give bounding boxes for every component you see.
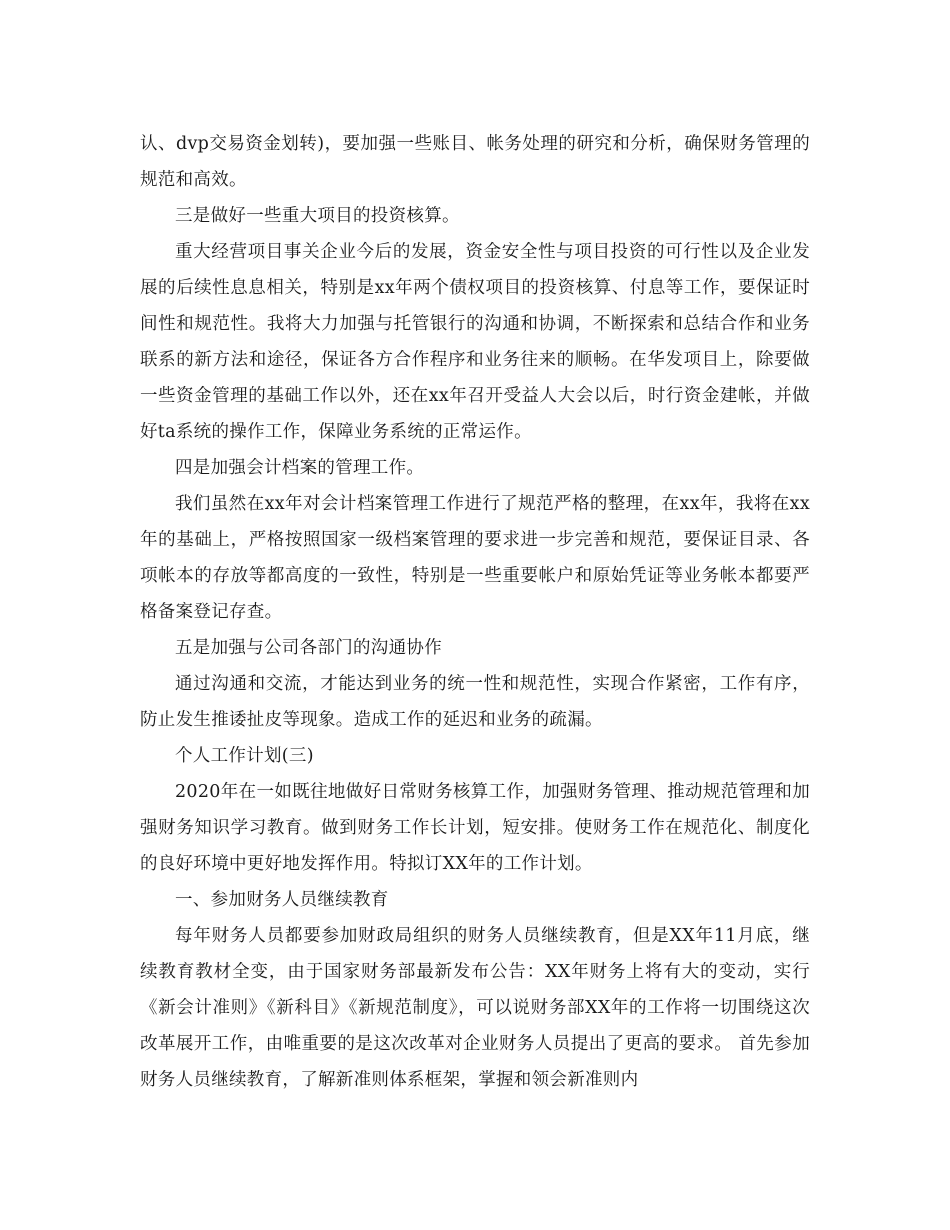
- body-paragraph: 通过沟通和交流，才能达到业务的统一性和规范性，实现合作紧密，工作有序，防止发生推诿扯皮等现象。造成工作的延迟和业务的疏漏。: [140, 674, 810, 730]
- section-heading: 三是做好一些重大项目的投资核算。: [175, 206, 460, 226]
- body-paragraph: 每年财务人员都要参加财政局组织的财务人员继续教育，但是XX年11月底，继续教育教材全变，由于国家财务部最新发布公告：XX年财务上将有大的变动，实行《新会计准则》《新科目》《新规范制度》，可以说财务部XX年的工作将一切围绕这次改革展开工作，由唯重要的是这次改革对企业财务人员提出了更高的要求。 首先参加财务人员继续教育，了解新准则体系框架，掌握和领会新准则内: [140, 926, 810, 1090]
- body-paragraph: 重大经营项目事关企业今后的发展，资金安全性与项目投资的可行性以及企业发展的后续性息息相关，特别是xx年两个债权项目的投资核算、付息等工作，要保证时间性和规范性。我将大力加强与托管银行的沟通和协调，不断探索和总结合作和业务联系的新方法和途径，保证各方合作程序和业务往来的顺畅。在华发项目上，除要做一些资金管理的基础工作以外，还在xx年召开受益人大会以后，时行资金建帐，并做好ta系统的操作工作，保障业务系统的正常运作。: [140, 242, 810, 442]
- body-paragraph: 2020年在一如既往地做好日常财务核算工作，加强财务管理、推动规范管理和加强财务知识学习教育。做到财务工作长计划，短安排。使财务工作在规范化、制度化的良好环境中更好地发挥作用。特拟订XX年的工作计划。: [140, 782, 810, 874]
- section-heading: 个人工作计划(三): [175, 746, 314, 766]
- section-heading: 四是加强会计档案的管理工作。: [175, 458, 425, 478]
- document-body: [140, 126, 810, 1098]
- section-heading: 五是加强与公司各部门的沟通协作: [175, 638, 442, 658]
- paragraph-continuation: 认、dvp交易资金划转)，要加强一些账目、帐务处理的研究和分析，确保财务管理的规范和高效。: [140, 134, 810, 190]
- section-heading: 一、参加财务人员继续教育: [175, 890, 389, 910]
- body-paragraph: 我们虽然在xx年对会计档案管理工作进行了规范严格的整理，在xx年，我将在xx年的基础上，严格按照国家一级档案管理的要求进一步完善和规范，要保证目录、各项帐本的存放等都高度的一致性，特别是一些重要帐户和原始凭证等业务帐本都要严格备案登记存查。: [140, 494, 810, 622]
